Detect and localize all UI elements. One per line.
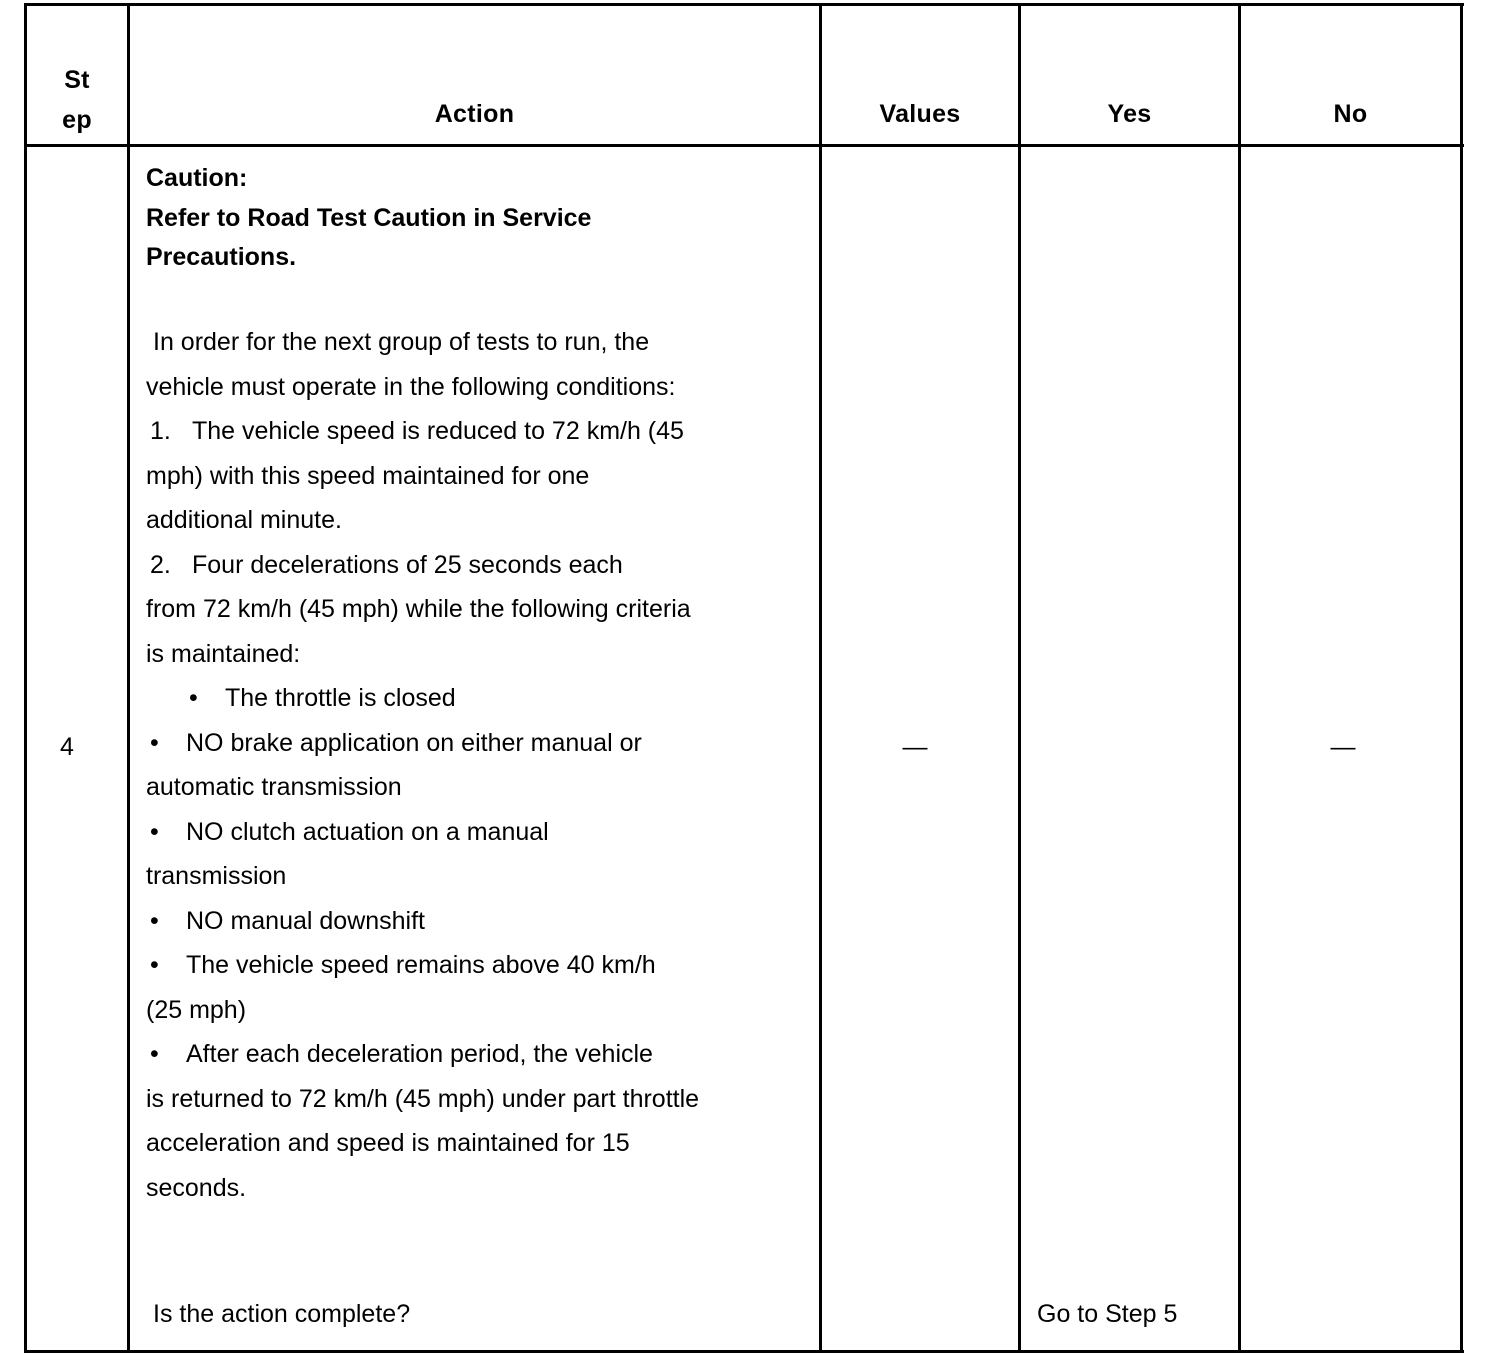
bullet-item-5 [146,943,699,988]
column-border-values [1018,3,1021,1353]
yes-cell: Go to Step 5 [1037,1300,1178,1328]
bullet-glyph: • [150,906,159,935]
bullet-glyph: • [189,684,198,712]
caution-label: Caution: [146,164,248,192]
table-bottom-border [24,1350,1464,1353]
bullet-item-2 [146,721,699,766]
intro-line1-text: In order for the next group of tests to run, the [153,328,650,356]
bullet-item-6-line2: is returned to 72 km/h (45 mph) under part throttle [146,1084,700,1113]
list-item-2 [146,543,699,588]
caution-text-line1: Refer to Road Test Caution in Service [146,203,592,232]
header-divider [24,144,1464,147]
list-item-1-line1: The vehicle speed is reduced to 72 km/h (45 [192,417,684,445]
list-item-2-line2: from 72 km/h (45 mph) while the following criteria [146,595,691,623]
bullet-glyph: • [150,951,159,979]
caution-text-line2: Precautions. [146,243,297,271]
bullet-item-6-line4: seconds. [146,1173,247,1202]
bullet-item-3 [146,810,699,855]
intro-line2: vehicle must operate in the following conditions: [146,372,676,401]
list-number-1: 1. [150,417,171,445]
header-yes: Yes [1107,100,1152,128]
bullet-glyph: • [150,1040,159,1068]
list-item-1 [146,409,699,454]
bullet-item-6-line3: acceleration and speed is maintained for 15 [146,1129,630,1157]
caution-block [146,159,591,278]
bullet-item-1 [146,676,699,721]
bullet-item-3-line1: NO clutch actuation on a manual [186,817,549,846]
list-item-2-line3: is maintained: [146,639,301,668]
bullet-glyph: • [150,728,159,757]
bullet-item-5-line1: The vehicle speed remains above 40 km/h [186,951,656,979]
header-step-line1: St [64,66,90,94]
bullet-glyph: • [150,817,159,846]
column-border-action [819,3,822,1353]
bullet-item-3-line2: transmission [146,862,287,890]
bullet-item-2-line1: NO brake application on either manual or [186,728,642,757]
action-question: Is the action complete? [153,1300,411,1328]
bullet-item-4 [146,899,699,944]
header-step-line2: ep [62,106,92,134]
table-top-border [24,3,1464,6]
column-border-right [1460,3,1463,1353]
column-border-left [24,3,27,1353]
bullet-item-5-line2: (25 mph) [146,995,247,1024]
header-no: No [1333,100,1368,128]
action-instructions [146,320,699,1210]
column-border-yes [1238,3,1241,1353]
header-step [27,60,127,140]
header-values: Values [879,100,961,128]
list-item-1-line2: mph) with this speed maintained for one [146,461,590,490]
column-border-step [127,3,130,1353]
list-item-2-line1: Four decelerations of 25 seconds each [192,550,623,579]
list-item-1-line3: additional minute. [146,506,342,534]
bullet-item-1-text: The throttle is closed [225,684,456,712]
no-cell: — [1330,733,1356,761]
bullet-item-6 [146,1032,699,1077]
bullet-item-2-line2: automatic transmission [146,773,402,801]
values-cell: — [902,733,928,761]
intro-line1 [146,320,699,365]
step-number: 4 [60,733,74,761]
bullet-item-4-text: NO manual downshift [186,906,426,935]
list-number-2: 2. [150,550,171,579]
header-action: Action [434,100,515,128]
bullet-item-6-line1: After each deceleration period, the vehicle [186,1040,653,1068]
